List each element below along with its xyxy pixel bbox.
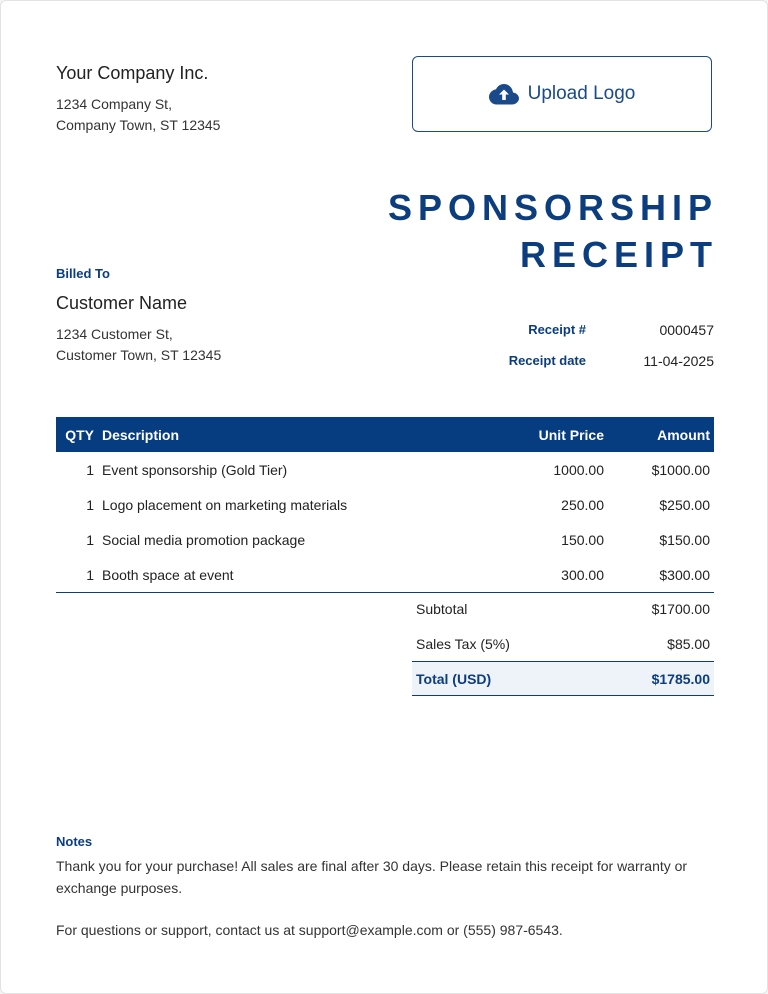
company-block xyxy=(56,63,220,136)
upload-logo-button[interactable] xyxy=(412,56,712,132)
total-value: $1785.00 xyxy=(651,670,710,687)
row-qty: 1 xyxy=(56,557,94,593)
title-line2: RECEIPT xyxy=(519,234,718,275)
table-row xyxy=(56,557,714,593)
row-qty: 1 xyxy=(86,496,94,513)
row-description: Event sponsorship (Gold Tier) xyxy=(102,461,288,478)
header-qty: QTY xyxy=(56,417,94,452)
row-description: Logo placement on marketing materials xyxy=(102,496,348,513)
cloud-upload-icon xyxy=(489,83,519,105)
table-row xyxy=(56,487,714,522)
row-unit-price: 300.00 xyxy=(486,557,612,593)
customer-name: Customer Name xyxy=(56,293,188,313)
table-row xyxy=(56,522,714,557)
tax-label: Sales Tax (5%) xyxy=(416,635,510,652)
row-unit-price: 1000.00 xyxy=(553,461,604,478)
row-qty: 1 xyxy=(86,531,94,548)
row-amount: $250.00 xyxy=(659,496,710,513)
notes-paragraph2: For questions or support, contact us at support@example.com or (555) 987-6543. xyxy=(56,922,563,938)
row-unit-price: 150.00 xyxy=(561,531,604,548)
receipt-meta xyxy=(441,314,714,376)
notes-label: Notes xyxy=(56,834,93,849)
receipt-date-row xyxy=(441,345,714,376)
line-items-table xyxy=(56,417,714,593)
row-description: Social media promotion package xyxy=(102,531,306,548)
upload-logo-label: Upload Logo xyxy=(527,83,636,104)
receipt-number-row xyxy=(441,314,714,345)
header-unit-price: Unit Price xyxy=(486,417,612,452)
document-title xyxy=(387,184,718,278)
subtotal-value: $1700.00 xyxy=(651,600,710,617)
billed-to-label: Billed To xyxy=(56,266,110,281)
total-label: Total (USD) xyxy=(416,670,492,687)
company-address-line1: 1234 Company St, xyxy=(56,96,172,112)
company-address-line2: Company Town, ST 12345 xyxy=(56,117,221,133)
row-amount: $150.00 xyxy=(659,531,710,548)
receipt-number-label: Receipt # xyxy=(528,322,586,337)
header-description: Description xyxy=(94,417,486,452)
subtotal-row xyxy=(412,591,714,626)
billed-to-block xyxy=(56,266,221,366)
subtotal-label: Subtotal xyxy=(416,600,468,617)
totals-block xyxy=(412,591,714,696)
company-name: Your Company Inc. xyxy=(56,63,209,83)
table-header-row xyxy=(56,417,714,452)
table-row xyxy=(56,452,714,487)
customer-address-line1: 1234 Customer St, xyxy=(56,326,173,342)
title-line1: SPONSORSHIP xyxy=(387,187,718,228)
row-amount: $1000.00 xyxy=(651,461,710,478)
receipt-number-value: 0000457 xyxy=(659,321,714,338)
total-row xyxy=(412,661,714,696)
row-description: Booth space at event xyxy=(94,557,486,593)
notes-block xyxy=(56,834,716,941)
row-unit-price: 250.00 xyxy=(561,496,604,513)
notes-paragraph1: Thank you for your purchase! All sales are final after 30 days. Please retain this receipt for warranty or exchange purposes. xyxy=(56,858,688,896)
row-amount: $300.00 xyxy=(612,557,714,593)
customer-address-line2: Customer Town, ST 12345 xyxy=(56,347,222,363)
tax-row xyxy=(412,626,714,661)
tax-value: $85.00 xyxy=(667,635,710,652)
receipt-date-value: 11-04-2025 xyxy=(643,352,714,369)
header-amount: Amount xyxy=(612,417,714,452)
row-qty: 1 xyxy=(86,461,94,478)
receipt-date-label: Receipt date xyxy=(508,353,586,368)
